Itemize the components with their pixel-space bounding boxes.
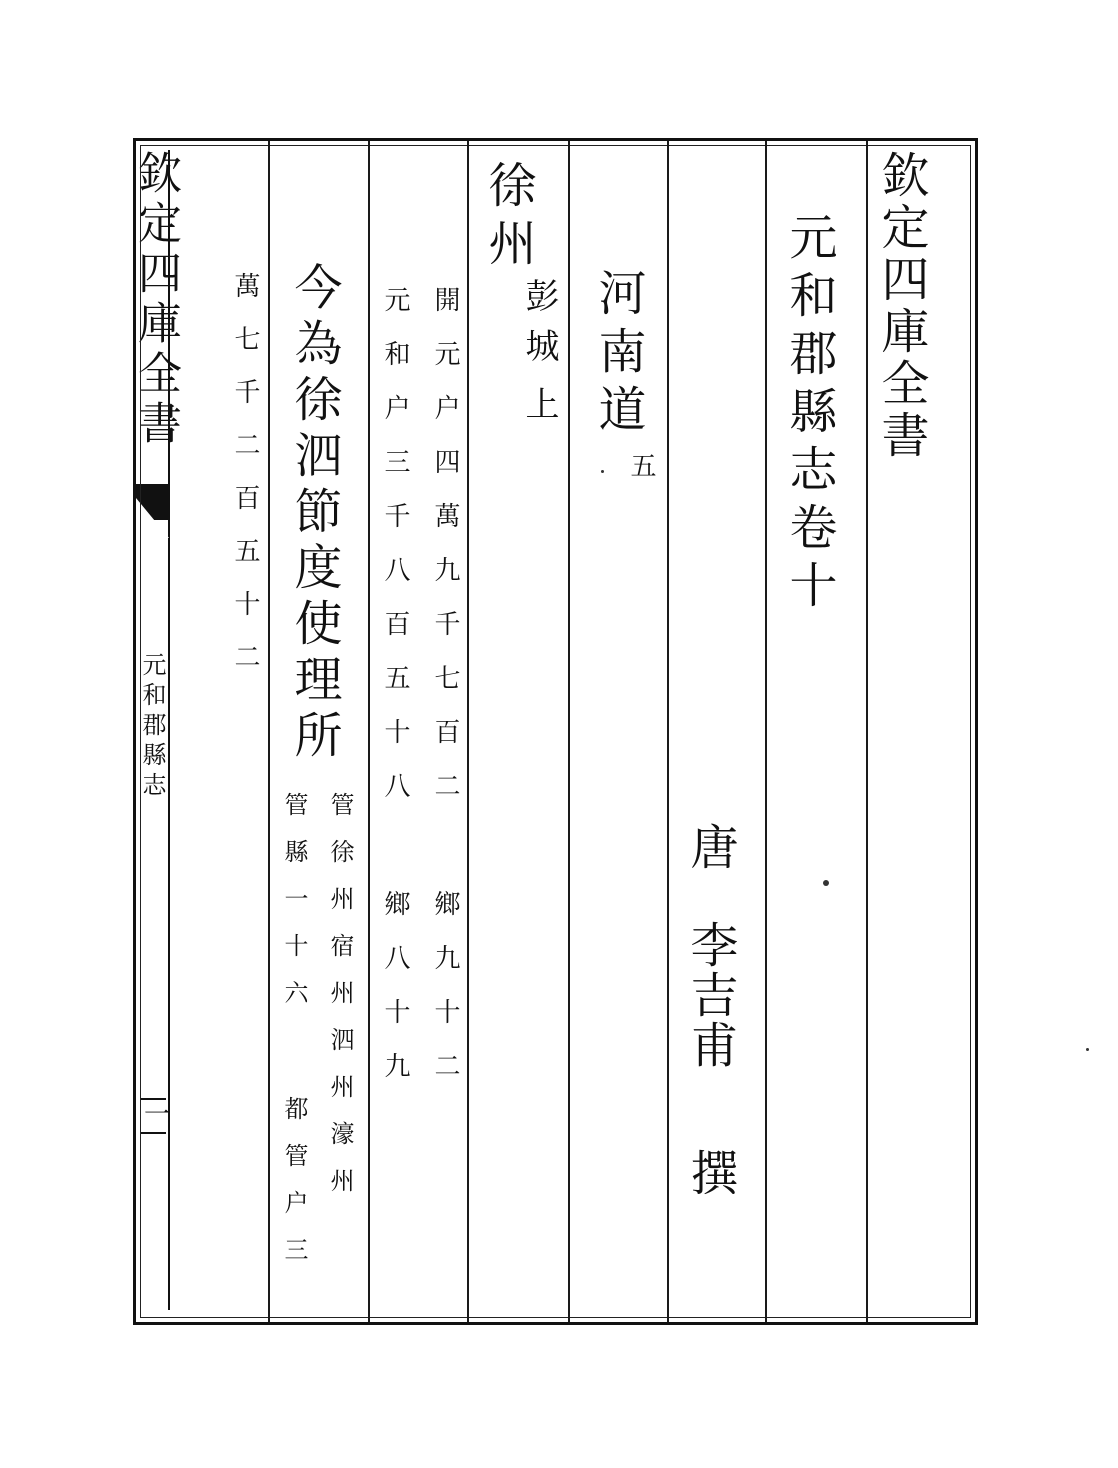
yuanhe-townships: 鄉八十九 (380, 890, 410, 1106)
volume-title: 元和郡縣志卷十 (781, 212, 837, 618)
author-name: 李吉甫 (682, 920, 738, 1070)
yuanhe-households: 元和户三千八百五十八 (380, 286, 410, 826)
column-rule (667, 141, 669, 1322)
column-rule (268, 141, 270, 1322)
circuit-number: 五 (626, 452, 656, 478)
scan-speck (1086, 1048, 1089, 1051)
column-rule (368, 141, 370, 1322)
column-rule (568, 141, 570, 1322)
column-rule (765, 141, 767, 1322)
margin-series-title: 欽定四庫全書 (130, 150, 181, 450)
governance-note-2b: 都管户三 (280, 1096, 308, 1284)
circuit-name: 河南道 (590, 268, 646, 442)
author-dynasty: 唐 (682, 822, 738, 874)
series-title: 欽定四庫全書 (873, 150, 929, 462)
county-grade: 上 (519, 386, 559, 436)
author-role: 撰 (682, 1148, 738, 1200)
prefecture-name: 徐州 (480, 160, 536, 276)
margin-page-number: 一 (144, 1100, 171, 1130)
kaiyuan-households: 開元户四萬九千七百二 (430, 286, 460, 826)
margin-book-title: 元和郡縣志 (138, 652, 166, 802)
governance-note-2: 管縣一十六 (280, 792, 308, 1027)
kaiyuan-townships: 鄉九十二 (430, 890, 460, 1106)
column-rule (467, 141, 469, 1322)
column-rule (866, 141, 868, 1322)
scan-speck (823, 880, 829, 886)
scan-speck (601, 470, 604, 473)
governance-text: 今為徐泗節度使理所 (286, 262, 342, 766)
county-name: 彭城 (519, 278, 559, 378)
household-continuation: 萬七千二百五十二 (230, 272, 260, 696)
governance-note-1: 管徐州宿州泗州濠州 (326, 792, 354, 1215)
